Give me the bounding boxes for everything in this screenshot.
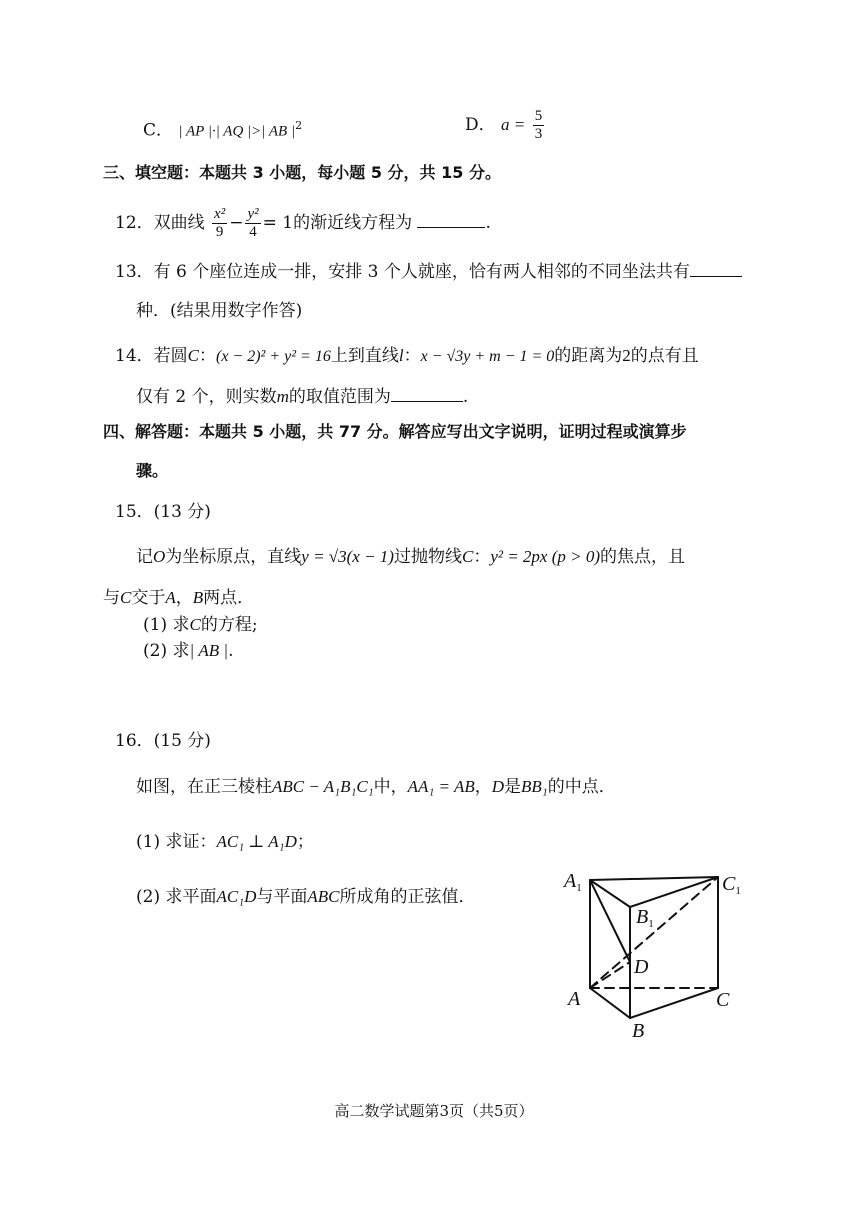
q12-answer-blank[interactable] <box>417 211 485 228</box>
q12-end: . <box>485 213 491 233</box>
q16-subquestion-2 <box>136 885 476 909</box>
section-4-heading-line-1: 四、解答题：本题共 5 小题，共 77 分。解答应写出文字说明，证明过程或演算步 <box>103 422 687 441</box>
q15-subquestion-2 <box>143 639 234 663</box>
q11-option-d <box>465 105 546 145</box>
q15-s1-b: 的方程; <box>200 615 258 635</box>
q11-option-c <box>143 114 302 144</box>
edge-a1-c1 <box>590 877 718 880</box>
q12-x-numerator: x² <box>214 206 226 222</box>
q14-colon: ： <box>198 346 216 366</box>
q15-p2-c: 两点． <box>203 588 255 608</box>
q14-post: 的距离为 <box>554 346 623 366</box>
q16-p1-b: 中， <box>373 777 408 797</box>
q16-subquestion-1 <box>136 830 314 854</box>
edge-b-c <box>630 988 718 1018</box>
q12-y-fraction <box>245 206 260 241</box>
edge-a-b <box>590 988 630 1018</box>
q14-circle-equation: (x − 2)² + y² = 16 <box>215 348 331 365</box>
question-14-line-1 <box>115 344 699 369</box>
option-c-expression: | AP |·| AQ |>| AB | <box>178 123 296 140</box>
q15-header: 15．(13 分) <box>115 502 211 522</box>
q15-s2-a: (2) 求 <box>143 641 190 661</box>
q16-s2-plane-1: AC₁D <box>216 887 257 906</box>
edge-b1-c1 <box>630 877 718 907</box>
q12-x-fraction <box>212 206 227 241</box>
q15-p2-b: 交于 <box>131 588 166 608</box>
q12-y-numerator: y² <box>247 206 259 222</box>
label-a: A <box>568 988 581 1010</box>
q15-paragraph-line-1 <box>136 545 685 569</box>
label-c: C <box>716 989 730 1011</box>
q15-p2-a: 与 <box>103 588 120 608</box>
q12-post: 的渐近线方程为 <box>293 213 413 233</box>
q15-p1-b: 为坐标原点，直线 <box>165 547 302 567</box>
q16-equality: AA₁ = AB <box>407 777 475 796</box>
q15-s1-c: C <box>189 615 201 634</box>
q15-line-equation: y = √3(x − 1) <box>301 547 394 566</box>
q14-colon-2: ： <box>403 346 421 366</box>
q15-p1-a: 记 <box>136 547 153 567</box>
q16-s2-b: 与平面 <box>256 887 308 907</box>
q14-pre: 若圆 <box>153 346 188 366</box>
prism-figure <box>560 865 760 1045</box>
q15-p1-c: 过抛物线 <box>393 547 462 567</box>
q16-prism: ABC − A₁B₁C₁ <box>272 777 374 796</box>
option-d-label: D． <box>465 115 496 135</box>
option-c-label: C． <box>143 120 174 141</box>
page-footer: 高二数学试题第3页（共5页） <box>334 1102 534 1120</box>
question-13-line-1 <box>115 260 742 284</box>
q15-curve-c: C <box>461 547 474 566</box>
q12-x-denominator: 9 <box>215 224 224 240</box>
q15-origin: O <box>153 547 166 566</box>
q13-text-line-1: 有 6 个座位连成一排，安排 3 个人就座，恰有两人相邻的不同坐法共有 <box>153 262 690 282</box>
q16-header: 16．(15 分) <box>115 731 211 751</box>
q15-p1-e: 的焦点，且 <box>600 547 686 567</box>
q15-comma: ， <box>175 588 193 608</box>
q14-line-equation: x − √3y + m − 1 = 0 <box>420 348 555 365</box>
q14-circle-name: C <box>187 346 199 365</box>
q16-p1-e: 的中点． <box>547 777 616 797</box>
q16-point-d: D <box>491 777 505 796</box>
q16-s2-c: 所成角的正弦值． <box>339 887 476 907</box>
q16-s1-b: ； <box>296 832 314 852</box>
q14-distance: 2 <box>622 346 631 365</box>
q12-minus: − <box>229 213 244 233</box>
q16-s2-plane-2: ABC <box>307 887 340 906</box>
option-d-denominator: 3 <box>534 126 543 142</box>
q15-s1-a: (1) 求 <box>143 615 190 635</box>
q14-line2-pre: 仅有 2 个，则实数 <box>136 387 277 407</box>
q15-subquestion-1 <box>143 613 258 637</box>
q14-line2-post: 的取值范围为 <box>288 387 391 407</box>
label-c1: $C_1$ <box>722 873 741 897</box>
q15-point-b: B <box>192 588 204 607</box>
q13-answer-blank[interactable] <box>690 260 742 277</box>
label-b1: $B_1$ <box>636 906 654 930</box>
q15-parabola-equation: y² = 2px (p > 0) <box>490 547 601 566</box>
question-14-line-2 <box>136 385 468 409</box>
q12-equals: = 1 <box>262 213 294 233</box>
q14-number: 14． <box>115 346 154 366</box>
label-b: B <box>632 1020 645 1042</box>
q12-y-denominator: 4 <box>249 224 257 240</box>
label-d: D <box>634 956 649 978</box>
q14-answer-blank[interactable] <box>391 385 463 402</box>
option-d-lhs: a = <box>501 115 526 134</box>
q14-line-name: l <box>398 346 404 365</box>
q14-m: m <box>276 387 289 406</box>
option-c-exponent: 2 <box>295 119 303 132</box>
section-3-heading: 三、填空题：本题共 3 小题，每小题 5 分，共 15 分。 <box>103 163 501 182</box>
q16-p1-c: ， <box>474 777 492 797</box>
q15-p1-d: ： <box>473 547 491 567</box>
q16-paragraph <box>136 775 616 799</box>
q14-end: . <box>462 387 469 407</box>
q16-p1-a: 如图，在正三棱柱 <box>136 777 272 797</box>
question-13-line-2: 种．(结果用数字作答) <box>136 301 303 321</box>
option-d-numerator: 5 <box>534 108 543 124</box>
q16-segment-bb1: BB₁ <box>521 777 548 796</box>
q14-mid: 上到直线 <box>330 346 399 366</box>
q16-p1-d: 是 <box>504 777 522 797</box>
q16-s1-expression: AC₁ ⊥ A₁D <box>216 832 297 851</box>
label-a1: $A_1$ <box>564 870 582 894</box>
q16-s1-a: (1) 求证： <box>136 832 217 852</box>
q16-s2-a: (2) 求平面 <box>136 887 217 907</box>
section-4-heading-line-2: 骤。 <box>136 461 169 480</box>
q15-point-a: A <box>165 588 176 607</box>
question-12 <box>115 203 491 243</box>
q15-s2-expression: | AB | <box>189 641 229 660</box>
q15-curve-c-2: C <box>120 588 132 607</box>
q12-number: 12． <box>115 213 154 233</box>
q12-pre: 双曲线 <box>153 213 205 233</box>
q15-paragraph-line-2 <box>103 586 254 610</box>
q14-tail: 的点有且 <box>630 346 699 366</box>
q13-number: 13． <box>115 262 154 282</box>
hidden-segment-a-d <box>590 962 630 988</box>
q15-s2-b: . <box>228 641 234 661</box>
option-d-fraction <box>533 108 545 143</box>
